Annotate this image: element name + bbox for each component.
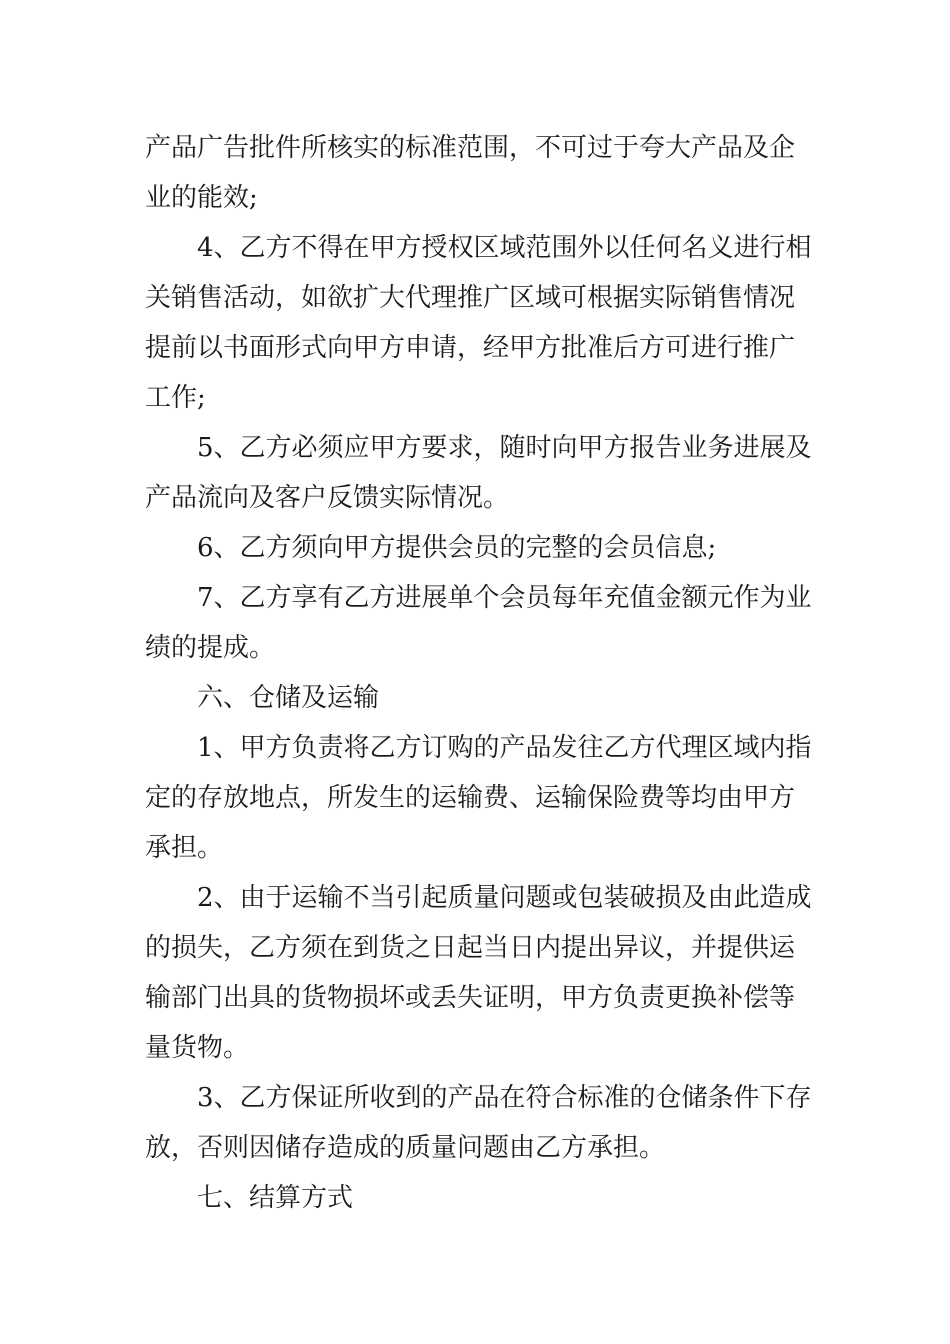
text-line: 业的能效; bbox=[145, 183, 258, 213]
document-body bbox=[145, 123, 815, 1223]
text-line: 的损失，乙方须在到货之日起当日内提出异议，并提供运 bbox=[145, 933, 796, 963]
text-line: 1、甲方负责将乙方订购的产品发往乙方代理区域内指 bbox=[197, 733, 812, 763]
section-heading: 六、仓储及运输 bbox=[197, 683, 380, 713]
text-line: 关销售活动，如欲扩大代理推广区域可根据实际销售情况 bbox=[145, 283, 796, 313]
text-line: 7、乙方享有乙方进展单个会员每年充值金额元作为业 bbox=[197, 583, 812, 613]
text-line: 4、乙方不得在甲方授权区域范围外以任何名义进行相 bbox=[197, 233, 812, 263]
text-line: 提前以书面形式向甲方申请，经甲方批准后方可进行推广 bbox=[145, 333, 796, 363]
text-line: 量货物。 bbox=[145, 1033, 250, 1063]
text-line: 输部门出具的货物损坏或丢失证明，甲方负责更换补偿等 bbox=[145, 983, 796, 1013]
text-line: 放，否则因储存造成的质量问题由乙方承担。 bbox=[145, 1133, 666, 1163]
text-line: 3、乙方保证所收到的产品在符合标准的仓储条件下存 bbox=[197, 1083, 812, 1113]
text-line: 2、由于运输不当引起质量问题或包装破损及由此造成 bbox=[197, 883, 812, 913]
text-line: 绩的提成。 bbox=[145, 633, 276, 663]
text-line: 5、乙方必须应甲方要求，随时向甲方报告业务进展及 bbox=[197, 433, 812, 463]
section-heading: 七、结算方式 bbox=[197, 1183, 354, 1213]
text-line: 产品流向及客户反馈实际情况。 bbox=[145, 483, 510, 513]
text-line: 6、乙方须向甲方提供会员的完整的会员信息; bbox=[197, 533, 717, 563]
text-line: 产品广告批件所核实的标准范围，不可过于夸大产品及企 bbox=[145, 133, 796, 163]
text-line: 工作; bbox=[145, 383, 206, 413]
text-line: 定的存放地点，所发生的运输费、运输保险费等均由甲方 bbox=[145, 783, 796, 813]
text-line: 承担。 bbox=[145, 833, 224, 863]
